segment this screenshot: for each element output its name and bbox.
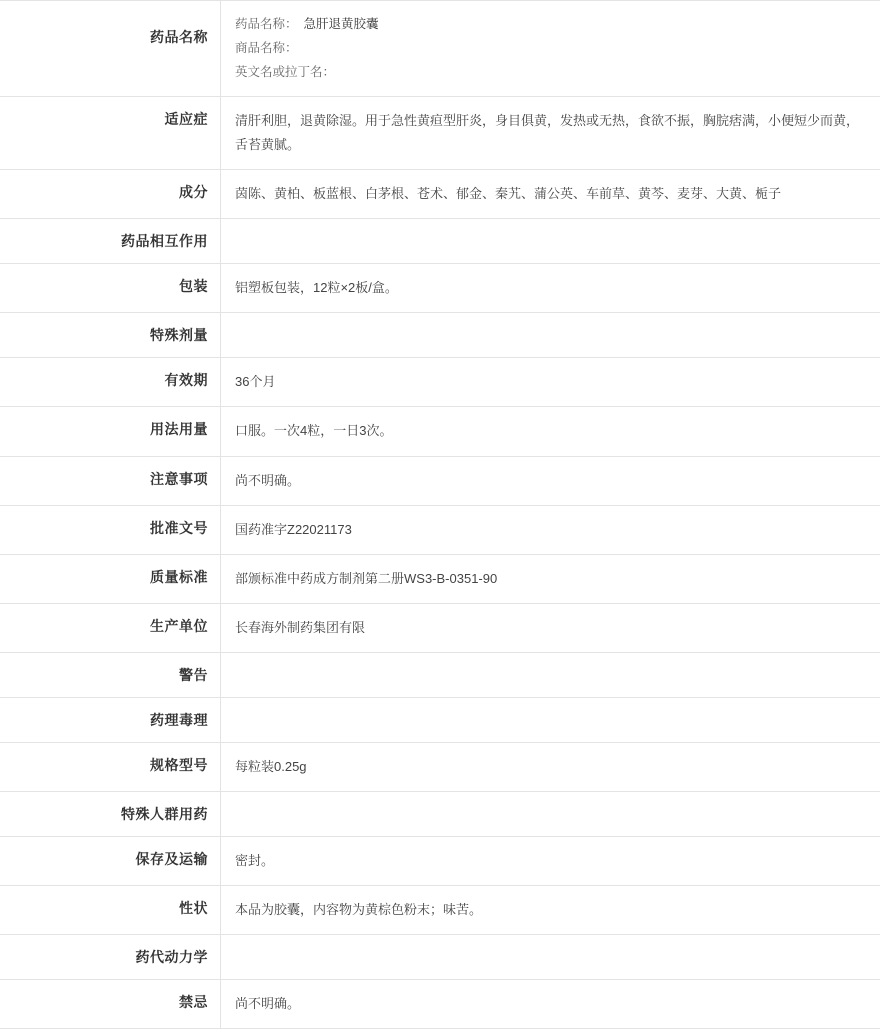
row-label: 质量标准 (0, 554, 221, 603)
table-row (0, 652, 880, 697)
row-value-text: 清肝利胆，退黄除湿。用于急性黄疸型肝炎，身目俱黄，发热或无热，食欲不振，胸脘痞满，小便短少而黄，舌苔黄腻。 (235, 109, 866, 157)
table-row (0, 742, 880, 791)
row-value (221, 836, 880, 885)
row-label: 批准文号 (0, 505, 221, 554)
row-value-text (235, 665, 866, 679)
row-value-text: 尚不明确。 (235, 992, 866, 1016)
subline-key: 药品名称： (235, 17, 298, 31)
row-label: 包装 (0, 264, 221, 313)
table-row (0, 456, 880, 505)
row-value-text: 茵陈、黄柏、板蓝根、白茅根、苍术、郁金、秦艽、蒲公英、车前草、黄芩、麦芽、大黄、栀子 (235, 182, 866, 206)
row-label: 注意事项 (0, 456, 221, 505)
row-label: 生产单位 (0, 603, 221, 652)
row-value (221, 652, 880, 697)
subline-key: 商品名称： (235, 41, 298, 55)
row-value-text: 尚不明确。 (235, 469, 866, 493)
row-value (221, 697, 880, 742)
row-value (221, 791, 880, 836)
row-label: 规格型号 (0, 742, 221, 791)
row-value-text: 每粒装0.25g (235, 755, 866, 779)
row-value-text (235, 325, 866, 339)
row-value (221, 219, 880, 264)
table-row (0, 836, 880, 885)
row-value-text (235, 947, 866, 961)
table-row (0, 358, 880, 407)
row-value-text: 铝塑板包装，12粒×2板/盒。 (235, 276, 866, 300)
table-row (0, 979, 880, 1028)
row-value-text (235, 231, 866, 245)
row-value (221, 979, 880, 1028)
row-value-text: 密封。 (235, 849, 866, 873)
row-label: 特殊剂量 (0, 313, 221, 358)
table-row (0, 791, 880, 836)
row-label: 性状 (0, 885, 221, 934)
row-value (221, 885, 880, 934)
table-row (0, 554, 880, 603)
row-value (221, 554, 880, 603)
row-value (221, 1, 880, 97)
row-label: 成分 (0, 170, 221, 219)
row-value (221, 505, 880, 554)
row-label: 保存及运输 (0, 836, 221, 885)
row-value (221, 97, 880, 170)
row-label: 有效期 (0, 358, 221, 407)
row-label: 特殊人群用药 (0, 791, 221, 836)
row-label: 禁忌 (0, 979, 221, 1028)
table-row (0, 313, 880, 358)
row-value (221, 742, 880, 791)
row-label: 药品相互作用 (0, 219, 221, 264)
subline-value: 急肝退黄胶囊 (304, 17, 379, 31)
row-value (221, 456, 880, 505)
table-row (0, 219, 880, 264)
row-value-subline (235, 61, 866, 85)
row-value (221, 264, 880, 313)
row-value-text: 长春海外制药集团有限 (235, 616, 866, 640)
row-label: 药品名称 (0, 1, 221, 97)
table-row (0, 697, 880, 742)
subline-key: 英文名或拉丁名： (235, 65, 335, 79)
table-row (0, 264, 880, 313)
table-row (0, 407, 880, 456)
table-row (0, 170, 880, 219)
row-value (221, 407, 880, 456)
row-value-subline (235, 37, 866, 61)
row-value-text: 口服。一次4粒，一日3次。 (235, 419, 866, 443)
row-value-text: 本品为胶囊，内容物为黄棕色粉末；味苦。 (235, 898, 866, 922)
row-value-text: 部颁标准中药成方制剂第二册WS3-B-0351-90 (235, 567, 866, 591)
table-row (0, 505, 880, 554)
row-label: 适应症 (0, 97, 221, 170)
table-row (0, 934, 880, 979)
table-row (0, 885, 880, 934)
row-label: 药理毒理 (0, 697, 221, 742)
row-value-text (235, 710, 866, 724)
row-value-text (235, 804, 866, 818)
row-value (221, 313, 880, 358)
row-value (221, 170, 880, 219)
row-value-text: 国药准字Z22021173 (235, 518, 866, 542)
row-value (221, 358, 880, 407)
table-row (0, 97, 880, 170)
row-value (221, 603, 880, 652)
row-value-subline (235, 13, 866, 37)
row-value (221, 934, 880, 979)
table-row (0, 1, 880, 97)
row-label: 药代动力学 (0, 934, 221, 979)
row-label: 警告 (0, 652, 221, 697)
table-row (0, 603, 880, 652)
row-value-text: 36个月 (235, 370, 866, 394)
row-label: 用法用量 (0, 407, 221, 456)
drug-info-table-body (0, 1, 880, 1029)
